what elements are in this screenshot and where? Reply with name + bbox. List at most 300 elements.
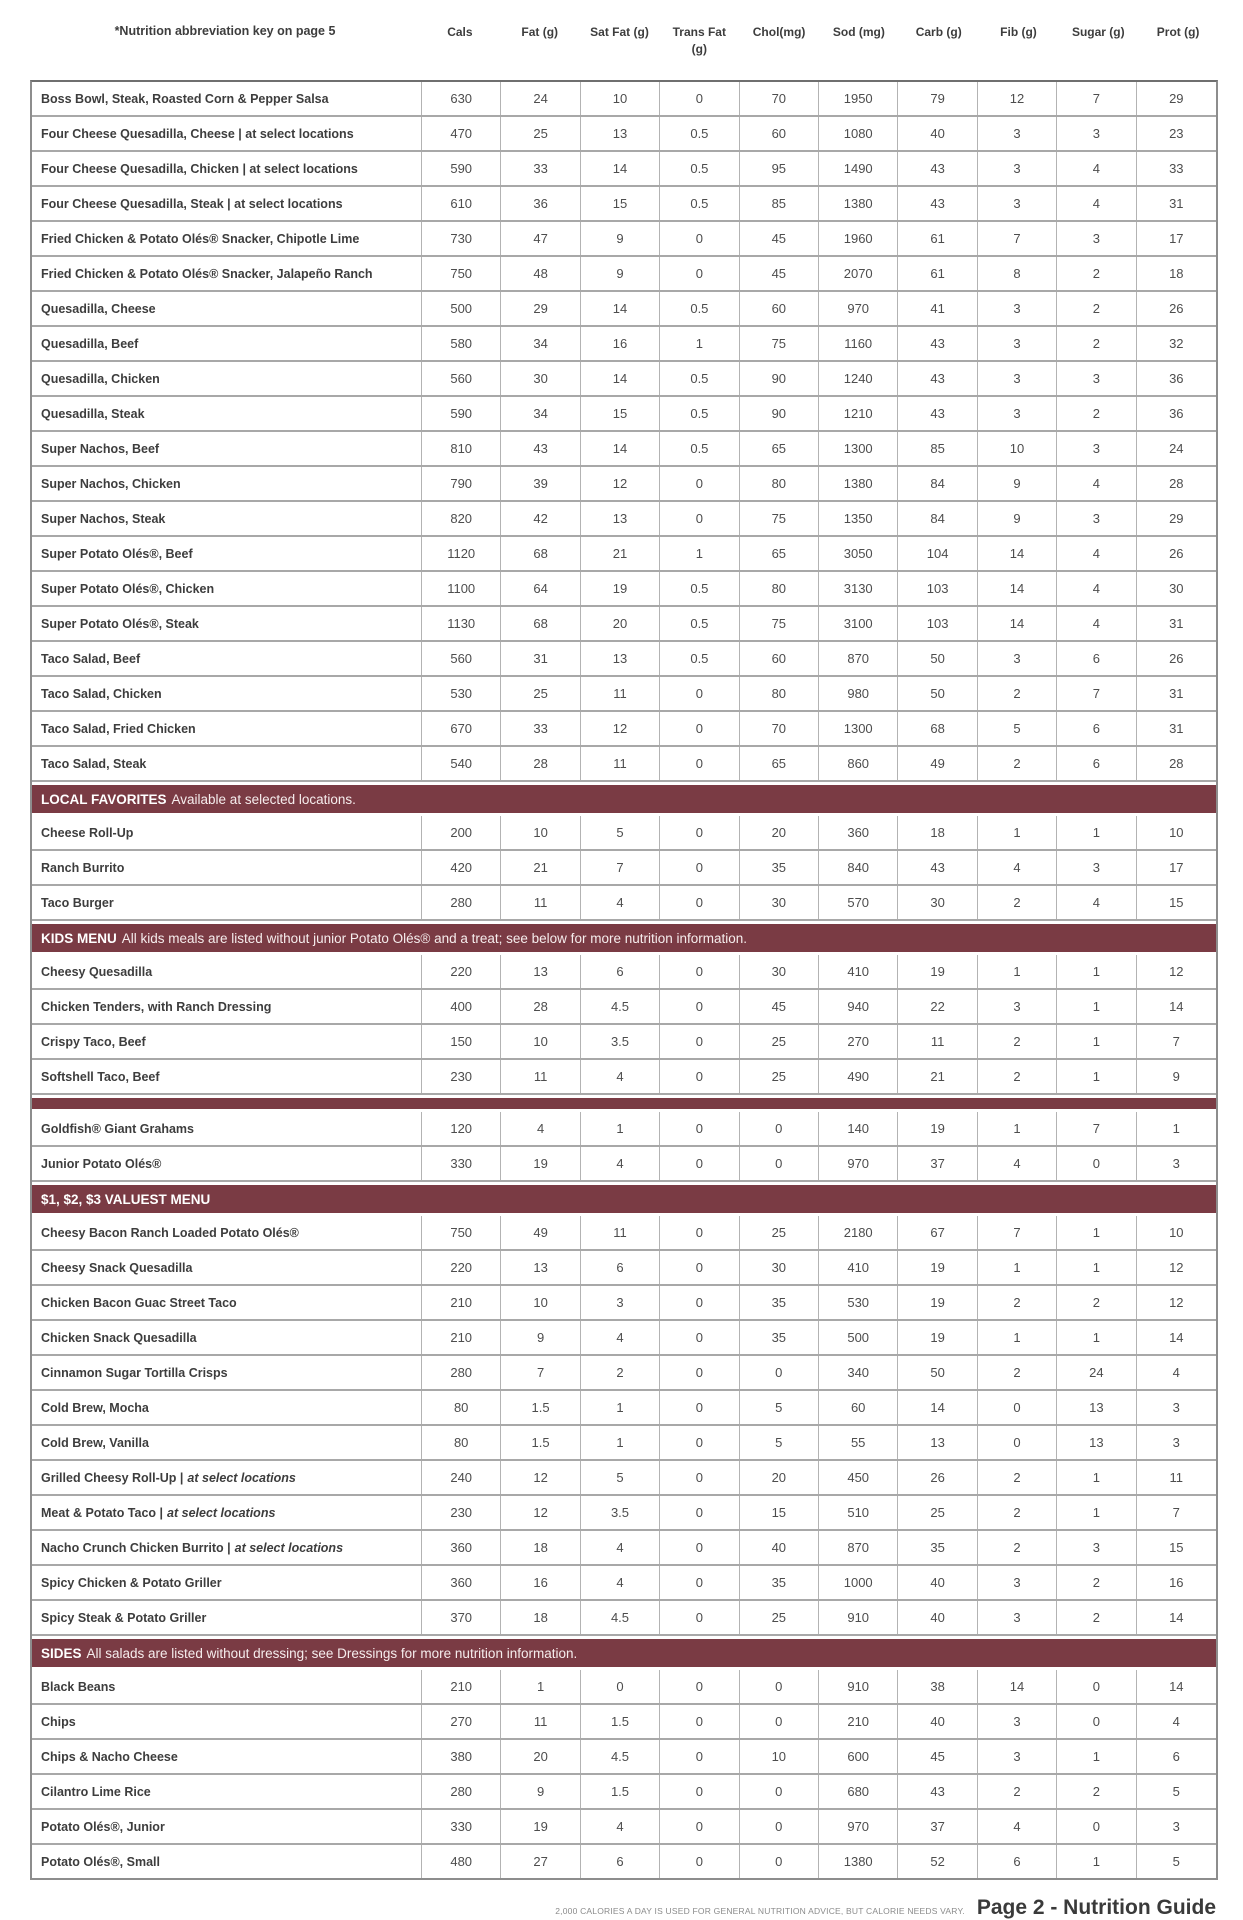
nutrition-value: 1.5 <box>581 1705 660 1738</box>
nutrition-value: 3 <box>1057 851 1136 884</box>
nutrition-value: 60 <box>740 642 819 675</box>
nutrition-value: 4 <box>1057 572 1136 605</box>
nutrition-value: 0 <box>740 1112 819 1145</box>
nutrition-value: 0.5 <box>660 152 739 185</box>
nutrition-value: 970 <box>819 1810 898 1843</box>
nutrition-value: 4 <box>501 1112 580 1145</box>
table-row <box>32 1531 1216 1566</box>
nutrition-value: 820 <box>422 502 501 535</box>
table-row <box>32 851 1216 886</box>
nutrition-value: 1130 <box>422 607 501 640</box>
nutrition-value: 40 <box>740 1531 819 1564</box>
section-title: SIDES <box>41 1645 82 1661</box>
nutrition-value: 12 <box>978 82 1057 115</box>
nutrition-value: 1380 <box>819 187 898 220</box>
nutrition-value: 12 <box>1169 964 1184 979</box>
nutrition-value: 0.5 <box>660 432 739 465</box>
nutrition-value: 12 <box>581 467 660 500</box>
nutrition-value: 1120 <box>422 537 501 570</box>
nutrition-value: 48 <box>501 257 580 290</box>
nutrition-value: 410 <box>819 955 898 988</box>
nutrition-value: 0 <box>740 1845 819 1878</box>
nutrition-value: 3050 <box>819 537 898 570</box>
nutrition-value: 21 <box>501 851 580 884</box>
nutrition-value: 3 <box>978 117 1057 150</box>
nutrition-value: 1 <box>1057 1321 1136 1354</box>
nutrition-value: 5 <box>740 1391 819 1424</box>
nutrition-value: 60 <box>740 117 819 150</box>
nutrition-value: 39 <box>501 467 580 500</box>
nutrition-value: 42 <box>501 502 580 535</box>
nutrition-value: 70 <box>740 82 819 115</box>
nutrition-value: 910 <box>819 1601 898 1634</box>
nutrition-value: 43 <box>898 1775 977 1808</box>
item-name: Cold Brew, Mocha <box>32 1391 422 1424</box>
nutrition-value: 43 <box>898 327 977 360</box>
nutrition-value: 200 <box>422 816 501 849</box>
item-name: Chips & Nacho Cheese <box>32 1740 422 1773</box>
nutrition-value: 0 <box>660 1216 739 1249</box>
item-name: Fried Chicken & Potato Olés® Snacker, Chipotle Lime <box>32 222 422 255</box>
nutrition-value: 16 <box>1169 1575 1184 1590</box>
nutrition-value: 80 <box>422 1426 501 1459</box>
nutrition-value: 23 <box>1169 126 1184 141</box>
nutrition-value: 670 <box>422 712 501 745</box>
nutrition-value: 30 <box>898 886 977 919</box>
item-name: Ranch Burrito <box>32 851 422 884</box>
nutrition-value: 14 <box>581 362 660 395</box>
nutrition-value: 1 <box>978 1112 1057 1145</box>
nutrition-value: 2 <box>1057 1601 1136 1634</box>
nutrition-value: 45 <box>740 257 819 290</box>
nutrition-value: 2 <box>978 1025 1057 1058</box>
nutrition-value: 40 <box>898 1566 977 1599</box>
nutrition-value: 14 <box>1169 999 1184 1014</box>
nutrition-value: 3.5 <box>581 1496 660 1529</box>
nutrition-value: 26 <box>1169 546 1184 561</box>
table-row <box>32 1391 1216 1426</box>
nutrition-value: 60 <box>740 292 819 325</box>
nutrition-value: 270 <box>422 1705 501 1738</box>
nutrition-value: 0 <box>660 747 739 780</box>
nutrition-value: 2 <box>1057 397 1136 430</box>
nutrition-value: 12 <box>501 1461 580 1494</box>
nutrition-value: 30 <box>740 1251 819 1284</box>
nutrition-value: 0 <box>660 1426 739 1459</box>
nutrition-value: 480 <box>422 1845 501 1878</box>
nutrition-value: 11 <box>501 1705 580 1738</box>
nutrition-value: 15 <box>1169 1540 1184 1555</box>
nutrition-value: 0 <box>660 1810 739 1843</box>
nutrition-value: 26 <box>898 1461 977 1494</box>
table-row <box>32 886 1216 921</box>
item-name: Cheesy Quesadilla <box>32 955 422 988</box>
table-row <box>32 677 1216 712</box>
nutrition-value: 6 <box>581 1251 660 1284</box>
nutrition-value: 36 <box>1169 406 1184 421</box>
nutrition-value: 630 <box>422 82 501 115</box>
nutrition-value: 3 <box>978 990 1057 1023</box>
item-name: Taco Burger <box>32 886 422 919</box>
nutrition-value: 49 <box>898 747 977 780</box>
nutrition-value: 4 <box>1057 886 1136 919</box>
table-row <box>32 152 1216 187</box>
nutrition-value: 65 <box>740 432 819 465</box>
nutrition-value: 10 <box>501 1286 580 1319</box>
nutrition-value: 3 <box>978 397 1057 430</box>
nutrition-value: 9 <box>1172 1069 1180 1084</box>
nutrition-value: 4 <box>581 1321 660 1354</box>
nutrition-value: 450 <box>819 1461 898 1494</box>
nutrition-value: 1 <box>1057 1845 1136 1878</box>
nutrition-value: 3 <box>978 292 1057 325</box>
nutrition-value: 1 <box>978 816 1057 849</box>
item-name: Super Potato Olés®, Beef <box>32 537 422 570</box>
nutrition-value: 14 <box>1169 1610 1184 1625</box>
nutrition-value: 11 <box>581 747 660 780</box>
nutrition-value: 0.5 <box>660 572 739 605</box>
nutrition-value: 410 <box>819 1251 898 1284</box>
nutrition-value: 0 <box>660 677 739 710</box>
nutrition-value: 43 <box>898 397 977 430</box>
item-name: Super Nachos, Beef <box>32 432 422 465</box>
nutrition-value: 1350 <box>819 502 898 535</box>
item-name: Cheesy Snack Quesadilla <box>32 1251 422 1284</box>
nutrition-value: 33 <box>501 712 580 745</box>
nutrition-value: 0 <box>660 257 739 290</box>
nutrition-value: 0 <box>978 1391 1057 1424</box>
item-name-availability: at select locations <box>234 1540 344 1555</box>
table-row <box>32 1775 1216 1810</box>
nutrition-value: 1380 <box>819 467 898 500</box>
section-title: KIDS MENU <box>41 930 117 946</box>
nutrition-value: 0 <box>660 886 739 919</box>
nutrition-value: 4 <box>978 851 1057 884</box>
nutrition-value: 0 <box>660 1112 739 1145</box>
nutrition-value: 18 <box>1169 266 1184 281</box>
nutrition-value: 18 <box>501 1531 580 1564</box>
nutrition-value: 15 <box>740 1496 819 1529</box>
nutrition-value: 13 <box>898 1426 977 1459</box>
abbreviation-key-note: *Nutrition abbreviation key on page 5 <box>114 24 336 38</box>
nutrition-value: 80 <box>740 572 819 605</box>
item-name: Spicy Chicken & Potato Griller <box>32 1566 422 1599</box>
nutrition-value: 1 <box>581 1426 660 1459</box>
nutrition-value: 68 <box>501 607 580 640</box>
item-name: Taco Salad, Fried Chicken <box>32 712 422 745</box>
nutrition-value: 14 <box>898 1391 977 1424</box>
nutrition-value: 13 <box>1057 1391 1136 1424</box>
nutrition-value: 20 <box>581 607 660 640</box>
nutrition-value: 1210 <box>819 397 898 430</box>
nutrition-value: 1380 <box>819 1845 898 1878</box>
nutrition-value: 25 <box>740 1216 819 1249</box>
nutrition-value: 10 <box>581 82 660 115</box>
nutrition-value: 210 <box>422 1321 501 1354</box>
nutrition-value: 34 <box>501 327 580 360</box>
nutrition-value: 32 <box>1169 336 1184 351</box>
nutrition-value: 360 <box>819 816 898 849</box>
nutrition-value: 35 <box>898 1531 977 1564</box>
nutrition-value: 13 <box>581 502 660 535</box>
nutrition-value: 25 <box>740 1025 819 1058</box>
nutrition-value: 0 <box>660 1845 739 1878</box>
nutrition-value: 0 <box>660 222 739 255</box>
nutrition-value: 10 <box>978 432 1057 465</box>
item-name: Meat & Potato Taco | at select locations <box>32 1496 422 1529</box>
table-row <box>32 1216 1216 1251</box>
nutrition-value: 84 <box>898 502 977 535</box>
nutrition-value: 10 <box>501 1025 580 1058</box>
nutrition-value: 0 <box>660 990 739 1023</box>
nutrition-value: 2 <box>978 1356 1057 1389</box>
nutrition-value: 10 <box>740 1740 819 1773</box>
nutrition-value: 210 <box>422 1286 501 1319</box>
nutrition-value: 0.5 <box>660 117 739 150</box>
nutrition-value: 25 <box>740 1060 819 1093</box>
nutrition-value: 0 <box>740 1810 819 1843</box>
item-name: Goldfish® Giant Grahams <box>32 1112 422 1145</box>
nutrition-value: 24 <box>501 82 580 115</box>
nutrition-value: 19 <box>581 572 660 605</box>
nutrition-value: 870 <box>819 642 898 675</box>
item-name: Super Potato Olés®, Chicken <box>32 572 422 605</box>
item-name: Potato Olés®, Small <box>32 1845 422 1878</box>
item-name: Fried Chicken & Potato Olés® Snacker, Jalapeño Ranch <box>32 257 422 290</box>
nutrition-value: 280 <box>422 1775 501 1808</box>
nutrition-value: 35 <box>740 1321 819 1354</box>
nutrition-value: 18 <box>501 1601 580 1634</box>
nutrition-value: 1 <box>1057 1251 1136 1284</box>
nutrition-value: 14 <box>581 432 660 465</box>
nutrition-value: 0 <box>660 1705 739 1738</box>
nutrition-value: 500 <box>422 292 501 325</box>
item-name: Chicken Snack Quesadilla <box>32 1321 422 1354</box>
nutrition-value: 1950 <box>819 82 898 115</box>
table-row <box>32 1810 1216 1845</box>
nutrition-value: 6 <box>978 1845 1057 1878</box>
nutrition-value: 80 <box>740 467 819 500</box>
nutrition-value: 3 <box>1172 1156 1180 1171</box>
nutrition-value: 0.5 <box>660 292 739 325</box>
nutrition-value: 61 <box>898 257 977 290</box>
nutrition-value: 3 <box>1057 362 1136 395</box>
nutrition-value: 45 <box>740 222 819 255</box>
nutrition-value: 970 <box>819 1147 898 1180</box>
nutrition-value: 1 <box>1057 816 1136 849</box>
item-name: Chicken Tenders, with Ranch Dressing <box>32 990 422 1023</box>
nutrition-value: 80 <box>422 1391 501 1424</box>
calorie-disclaimer: 2,000 CALORIES A DAY IS USED FOR GENERAL NUTRITION ADVICE, BUT CALORIE NEEDS VARY. <box>555 1906 965 1916</box>
nutrition-value: 0 <box>1057 1705 1136 1738</box>
nutrition-value: 3 <box>1172 1400 1180 1415</box>
nutrition-value: 3 <box>978 1566 1057 1599</box>
nutrition-value: 2 <box>1057 292 1136 325</box>
nutrition-value: 11 <box>1169 1470 1184 1485</box>
nutrition-value: 4.5 <box>581 1601 660 1634</box>
column-header-1: Cals <box>447 25 473 39</box>
nutrition-value: 0 <box>660 851 739 884</box>
nutrition-value: 12 <box>1169 1260 1184 1275</box>
nutrition-value: 19 <box>898 1251 977 1284</box>
nutrition-value: 7 <box>1057 677 1136 710</box>
nutrition-value: 19 <box>898 1112 977 1145</box>
nutrition-value: 120 <box>422 1112 501 1145</box>
nutrition-value: 0 <box>660 1147 739 1180</box>
nutrition-value: 50 <box>898 677 977 710</box>
nutrition-value: 0 <box>660 1531 739 1564</box>
table-row <box>32 537 1216 572</box>
nutrition-value: 2 <box>978 1461 1057 1494</box>
nutrition-value: 0.5 <box>660 397 739 430</box>
nutrition-value: 0 <box>660 1391 739 1424</box>
table-row <box>32 82 1216 117</box>
table-row <box>32 1670 1216 1705</box>
nutrition-value: 1 <box>660 327 739 360</box>
nutrition-value: 0 <box>660 1025 739 1058</box>
table-row <box>32 1286 1216 1321</box>
nutrition-value: 50 <box>898 642 977 675</box>
column-header-4: Trans Fat (g) <box>672 25 726 57</box>
column-header-8: Fib (g) <box>1000 25 1037 39</box>
nutrition-value: 90 <box>740 362 819 395</box>
table-row <box>32 1461 1216 1496</box>
nutrition-value: 52 <box>898 1845 977 1878</box>
column-header-5: Chol(mg) <box>752 25 806 39</box>
nutrition-value: 0 <box>581 1670 660 1703</box>
nutrition-value: 29 <box>501 292 580 325</box>
nutrition-value: 19 <box>898 1286 977 1319</box>
nutrition-value: 570 <box>819 886 898 919</box>
nutrition-value: 4 <box>581 1566 660 1599</box>
item-name-availability: at select locations <box>167 1505 276 1520</box>
nutrition-value: 25 <box>501 677 580 710</box>
nutrition-value: 19 <box>898 1321 977 1354</box>
nutrition-value: 910 <box>819 1670 898 1703</box>
nutrition-value: 10 <box>501 816 580 849</box>
column-header-6: Sod (mg) <box>832 25 885 39</box>
nutrition-value: 2 <box>1057 327 1136 360</box>
nutrition-value: 470 <box>422 117 501 150</box>
nutrition-value: 43 <box>898 152 977 185</box>
nutrition-value: 4 <box>1172 1365 1180 1380</box>
nutrition-value: 400 <box>422 990 501 1023</box>
table-row <box>32 955 1216 990</box>
nutrition-table <box>30 80 1218 1880</box>
item-name: Cheese Roll-Up <box>32 816 422 849</box>
nutrition-value: 28 <box>1169 756 1184 771</box>
nutrition-value: 1 <box>581 1112 660 1145</box>
nutrition-value: 4 <box>1172 1714 1180 1729</box>
nutrition-value: 280 <box>422 886 501 919</box>
nutrition-value: 560 <box>422 642 501 675</box>
table-row <box>32 712 1216 747</box>
nutrition-value: 9 <box>501 1321 580 1354</box>
nutrition-value: 540 <box>422 747 501 780</box>
nutrition-value: 750 <box>422 1216 501 1249</box>
nutrition-value: 600 <box>819 1740 898 1773</box>
nutrition-value: 940 <box>819 990 898 1023</box>
nutrition-value: 1 <box>1057 1740 1136 1773</box>
nutrition-value: 3 <box>1057 1531 1136 1564</box>
nutrition-value: 3 <box>581 1286 660 1319</box>
nutrition-value: 40 <box>898 1601 977 1634</box>
nutrition-value: 28 <box>1169 476 1184 491</box>
nutrition-value: 10 <box>1169 1225 1184 1240</box>
nutrition-value: 0 <box>660 502 739 535</box>
nutrition-value: 31 <box>501 642 580 675</box>
nutrition-value: 84 <box>898 467 977 500</box>
section-header: SIDES All salads are listed without dressing; see Dressings for more nutrition information. <box>32 1639 1216 1667</box>
nutrition-value: 40 <box>898 117 977 150</box>
nutrition-value: 28 <box>501 990 580 1023</box>
nutrition-value: 230 <box>422 1496 501 1529</box>
nutrition-value: 3 <box>1057 432 1136 465</box>
nutrition-value: 3 <box>1057 502 1136 535</box>
nutrition-value: 1 <box>978 1321 1057 1354</box>
item-name: Taco Salad, Steak <box>32 747 422 780</box>
nutrition-value: 21 <box>581 537 660 570</box>
table-row <box>32 1321 1216 1356</box>
nutrition-value: 7 <box>1172 1034 1180 1049</box>
item-name-availability: at select locations <box>187 1470 296 1485</box>
nutrition-value: 0.5 <box>660 187 739 220</box>
nutrition-value: 0 <box>660 467 739 500</box>
table-row <box>32 432 1216 467</box>
item-name: Four Cheese Quesadilla, Chicken | at select locations <box>32 152 422 185</box>
nutrition-value: 67 <box>898 1216 977 1249</box>
nutrition-value: 43 <box>501 432 580 465</box>
nutrition-value: 0 <box>1057 1670 1136 1703</box>
nutrition-value: 43 <box>898 187 977 220</box>
nutrition-value: 1 <box>1057 1025 1136 1058</box>
nutrition-value: 1080 <box>819 117 898 150</box>
nutrition-value: 5 <box>581 1461 660 1494</box>
nutrition-value: 40 <box>898 1705 977 1738</box>
nutrition-value: 7 <box>1057 1112 1136 1145</box>
nutrition-value: 0 <box>660 1251 739 1284</box>
nutrition-value: 560 <box>422 362 501 395</box>
nutrition-value: 750 <box>422 257 501 290</box>
nutrition-value: 340 <box>819 1356 898 1389</box>
nutrition-value: 13 <box>1057 1426 1136 1459</box>
table-row <box>32 642 1216 677</box>
nutrition-value: 22 <box>898 990 977 1023</box>
nutrition-value: 610 <box>422 187 501 220</box>
table-row <box>32 1601 1216 1636</box>
nutrition-value: 220 <box>422 955 501 988</box>
nutrition-value: 6 <box>1057 712 1136 745</box>
nutrition-value: 0 <box>660 1670 739 1703</box>
nutrition-value: 20 <box>740 816 819 849</box>
table-row <box>32 467 1216 502</box>
nutrition-value: 1490 <box>819 152 898 185</box>
nutrition-value: 0 <box>660 1321 739 1354</box>
nutrition-value: 7 <box>501 1356 580 1389</box>
nutrition-value: 104 <box>898 537 977 570</box>
nutrition-value: 12 <box>1169 1295 1184 1310</box>
nutrition-value: 1160 <box>819 327 898 360</box>
nutrition-value: 33 <box>1169 161 1184 176</box>
nutrition-value: 3 <box>978 327 1057 360</box>
nutrition-value: 1240 <box>819 362 898 395</box>
column-header-7: Carb (g) <box>915 25 962 39</box>
nutrition-value: 95 <box>740 152 819 185</box>
table-row <box>32 502 1216 537</box>
item-name: Black Beans <box>32 1670 422 1703</box>
table-row <box>32 1705 1216 1740</box>
nutrition-value: 280 <box>422 1356 501 1389</box>
